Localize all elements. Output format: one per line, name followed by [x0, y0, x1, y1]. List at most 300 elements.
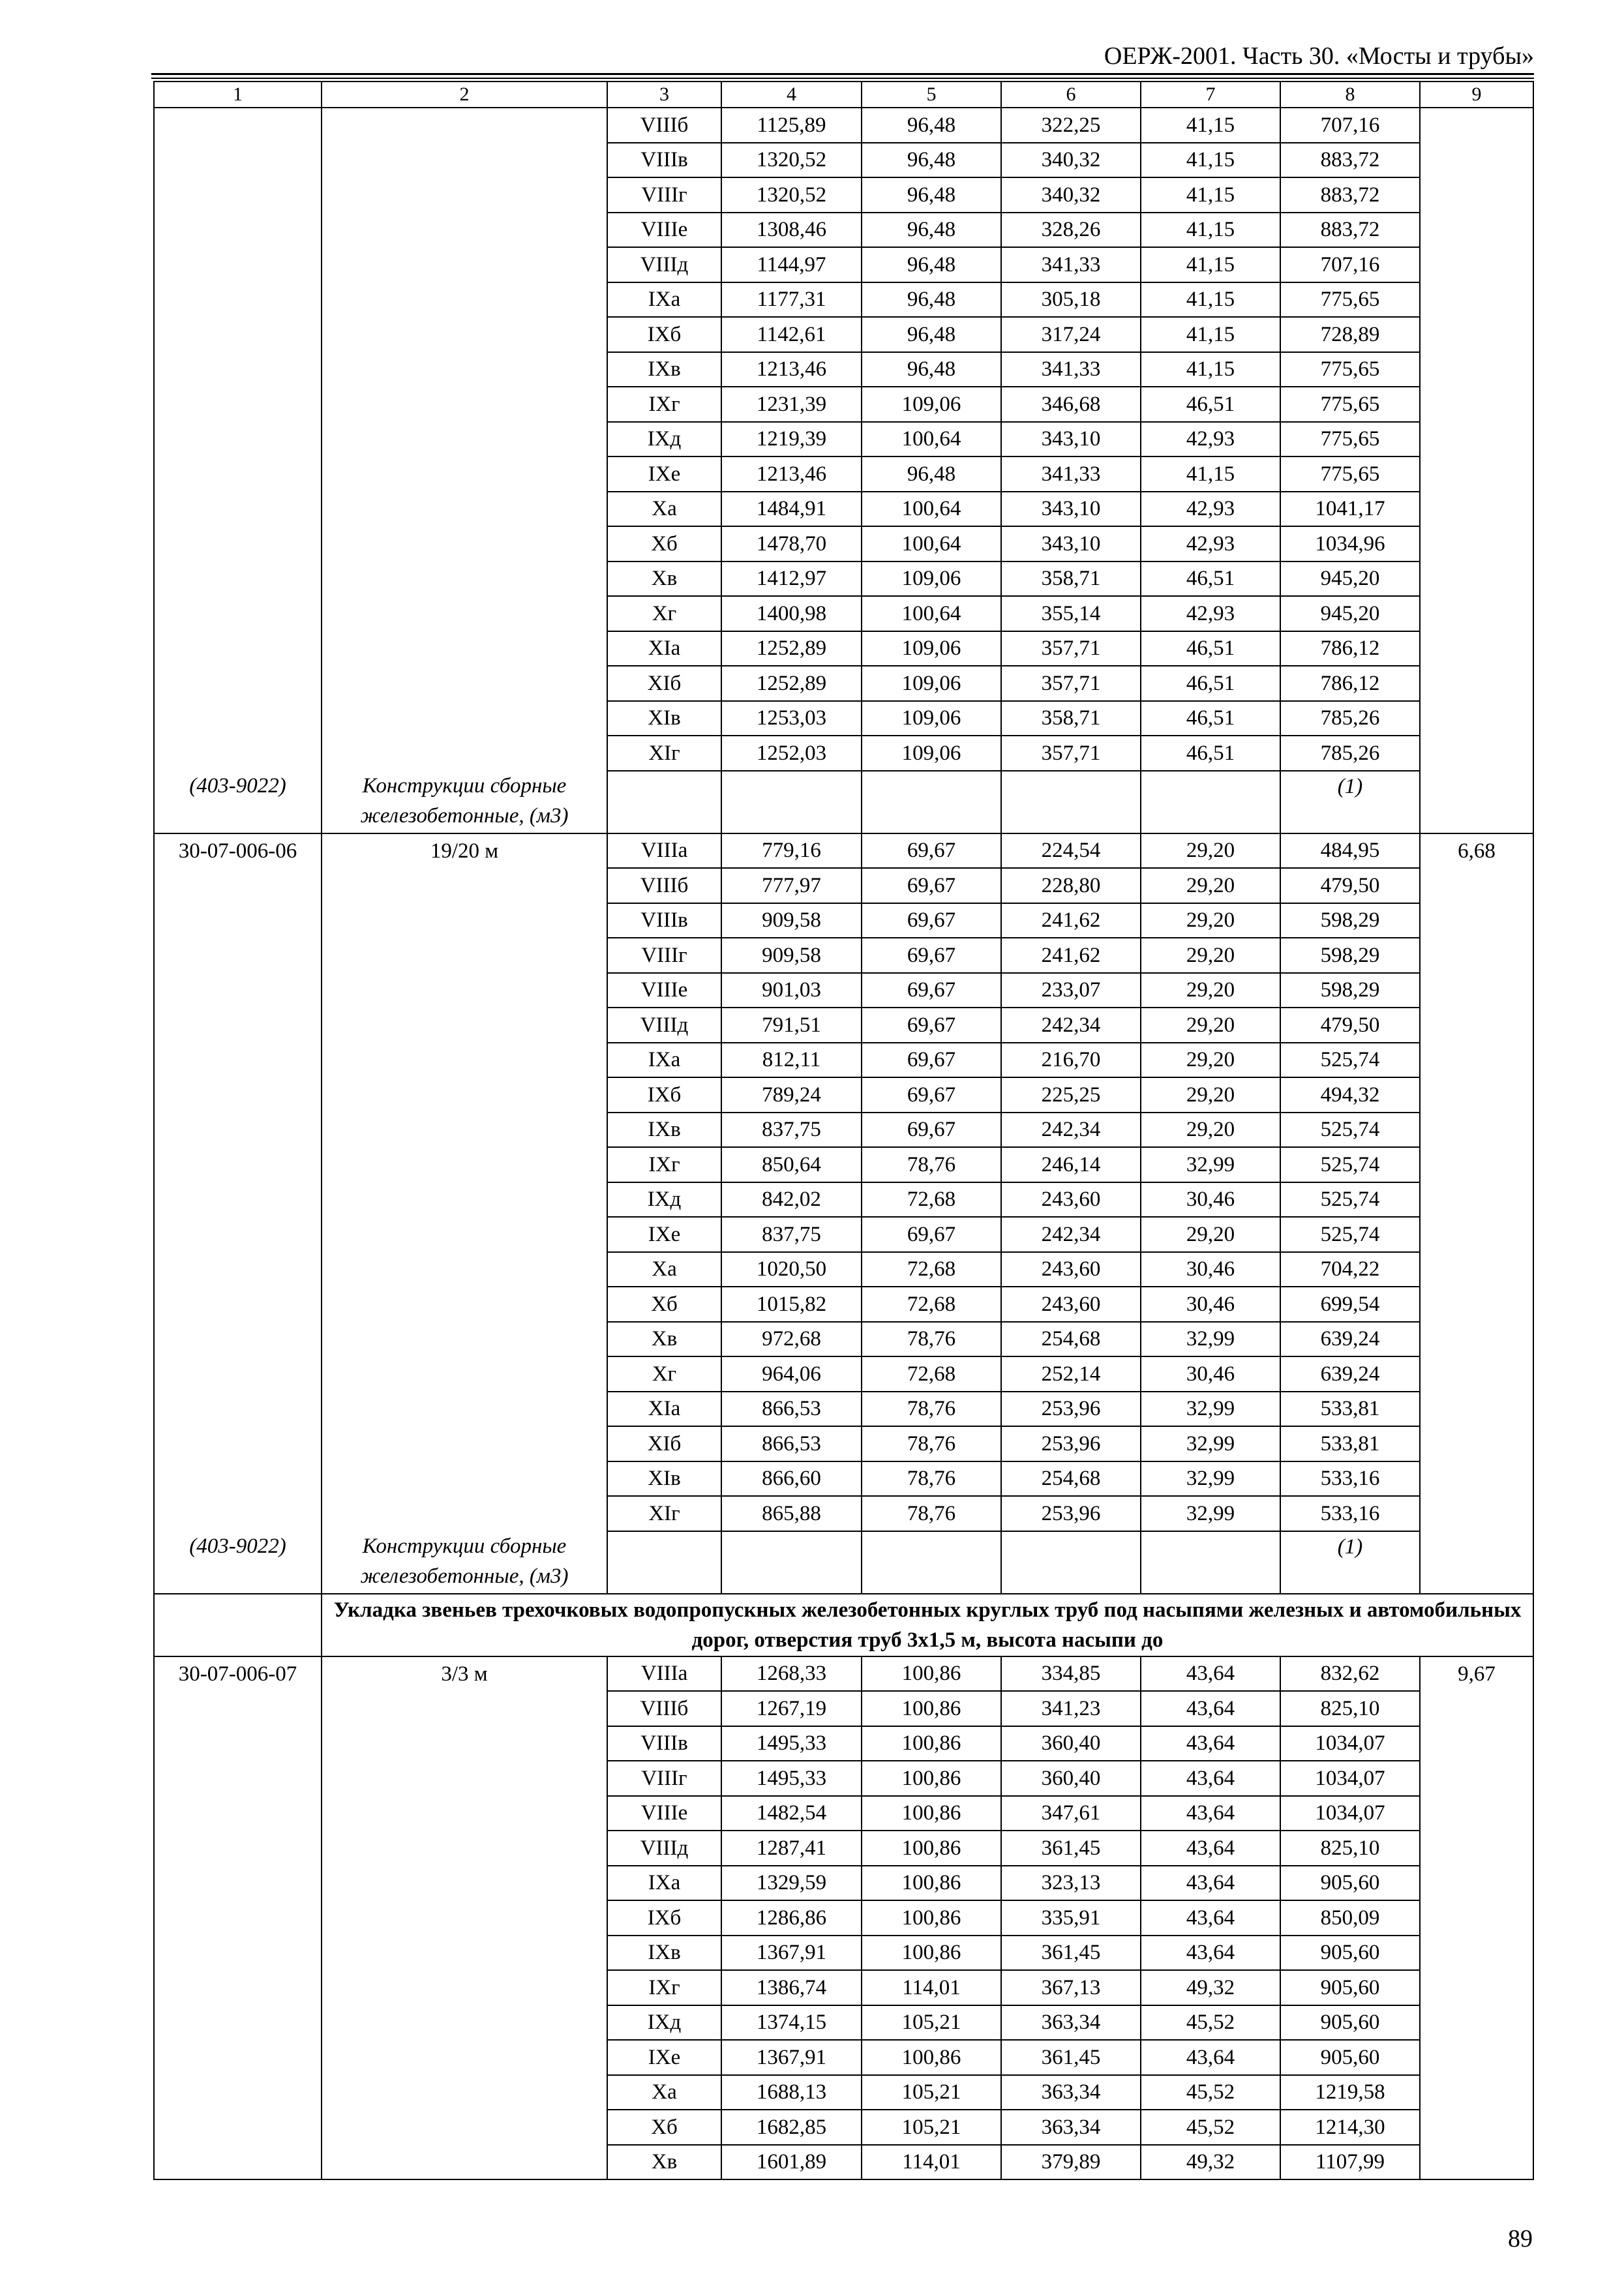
col7-machinist-wages: 29,20: [1141, 1043, 1280, 1078]
norm-cell-empty: [1420, 1392, 1533, 1427]
table-row: [154, 2040, 1533, 2075]
norm-cell-empty: [1420, 1252, 1533, 1287]
col4-total-cost: 1125,89: [721, 108, 862, 143]
col8-materials: 598,29: [1280, 938, 1420, 973]
col5-wages: 100,64: [862, 492, 1001, 527]
col4-total-cost: 812,11: [721, 1043, 862, 1078]
norm-cell-empty: [1420, 1077, 1533, 1113]
col8-materials: 479,50: [1280, 1008, 1420, 1043]
code-cell-empty: [154, 282, 322, 318]
col5-wages: 78,76: [862, 1496, 1001, 1531]
col4-total-cost: 964,06: [721, 1356, 862, 1392]
col8-materials: 945,20: [1280, 596, 1420, 631]
table-row: [154, 973, 1533, 1008]
col7-machinist-wages: 30,46: [1141, 1252, 1280, 1287]
norm-cell-empty: [1420, 973, 1533, 1008]
col5-wages: 96,48: [862, 352, 1001, 387]
table-row: [154, 526, 1533, 561]
col6-machine-operation: 347,61: [1001, 1796, 1141, 1831]
col7-machinist-wages: 46,51: [1141, 631, 1280, 666]
footer-empty-cell: [1001, 1531, 1141, 1594]
desc-cell-empty: [322, 1322, 607, 1357]
code-cell-empty: [154, 177, 322, 213]
col8-materials: 639,24: [1280, 1356, 1420, 1392]
code-cell-empty: [154, 1691, 322, 1726]
col7-machinist-wages: 42,93: [1141, 492, 1280, 527]
col3-variant: XIа: [607, 1392, 721, 1427]
col5-wages: 69,67: [862, 1077, 1001, 1113]
code-cell-empty: [154, 631, 322, 666]
desc-cell-empty: [322, 352, 607, 387]
table-row: [154, 666, 1533, 701]
code-cell-empty: [154, 1287, 322, 1322]
code-cell-empty: [154, 1936, 322, 1971]
code-cell-empty: [154, 387, 322, 422]
column-number-2: 2: [322, 82, 607, 108]
col3-variant: IXг: [607, 1147, 721, 1182]
col5-wages: 100,86: [862, 1726, 1001, 1761]
column-number-4: 4: [721, 82, 862, 108]
section-empty-cell: [154, 1594, 322, 1656]
table-row: [154, 1656, 1533, 1692]
col3-variant: Xа: [607, 2075, 721, 2110]
desc-cell-empty: [322, 2110, 607, 2145]
table-row: [154, 282, 1533, 318]
col7-machinist-wages: 29,20: [1141, 833, 1280, 869]
col7-machinist-wages: 41,15: [1141, 213, 1280, 248]
table-row: [154, 2145, 1533, 2180]
col3-variant: IXа: [607, 1043, 721, 1078]
col5-wages: 100,86: [862, 1691, 1001, 1726]
col4-total-cost: 1286,86: [721, 1900, 862, 1936]
col5-wages: 100,86: [862, 1796, 1001, 1831]
col8-materials: 494,32: [1280, 1077, 1420, 1113]
col7-machinist-wages: 49,32: [1141, 1970, 1280, 2005]
col7-machinist-wages: 46,51: [1141, 666, 1280, 701]
col4-total-cost: 842,02: [721, 1182, 862, 1218]
column-number-3: 3: [607, 82, 721, 108]
norm-cell-empty: [1420, 1936, 1533, 1971]
col7-machinist-wages: 41,15: [1141, 177, 1280, 213]
materials-footer-row: [154, 771, 1533, 833]
col7-machinist-wages: 29,20: [1141, 1113, 1280, 1148]
table-row: [154, 1691, 1533, 1726]
col4-total-cost: 1213,46: [721, 352, 862, 387]
code-cell-empty: [154, 2040, 322, 2075]
col8-materials: 775,65: [1280, 387, 1420, 422]
norm-cell-empty: [1420, 701, 1533, 736]
col8-materials: 786,12: [1280, 666, 1420, 701]
col3-variant: VIIIг: [607, 1761, 721, 1796]
norm-cell-empty: [1420, 1043, 1533, 1078]
desc-cell-empty: [322, 1043, 607, 1078]
table-row: [154, 177, 1533, 213]
rate-code: 30-07-006-06: [154, 833, 322, 869]
code-cell-empty: [154, 666, 322, 701]
col8-materials: 1041,17: [1280, 492, 1420, 527]
col6-machine-operation: 341,33: [1001, 352, 1141, 387]
col4-total-cost: 1177,31: [721, 282, 862, 318]
col7-machinist-wages: 49,32: [1141, 2145, 1280, 2180]
col5-wages: 96,48: [862, 108, 1001, 143]
norm-cell-empty: [1420, 1796, 1533, 1831]
col4-total-cost: 1478,70: [721, 526, 862, 561]
col7-machinist-wages: 30,46: [1141, 1356, 1280, 1392]
col3-variant: IXе: [607, 1217, 721, 1252]
col7-machinist-wages: 32,99: [1141, 1392, 1280, 1427]
desc-cell-empty: [322, 596, 607, 631]
code-cell-empty: [154, 1008, 322, 1043]
col4-total-cost: 1144,97: [721, 247, 862, 282]
code-cell-empty: [154, 1113, 322, 1148]
desc-cell-empty: [322, 1936, 607, 1971]
norm-cell-empty: [1420, 352, 1533, 387]
col7-machinist-wages: 42,93: [1141, 422, 1280, 457]
table-row: [154, 1866, 1533, 1901]
col7-machinist-wages: 43,64: [1141, 1761, 1280, 1796]
table-row: [154, 1182, 1533, 1218]
col3-variant: IXб: [607, 1900, 721, 1936]
col6-machine-operation: 242,34: [1001, 1008, 1141, 1043]
norm-cell-empty: [1420, 736, 1533, 771]
norm-cell-empty: [1420, 1496, 1533, 1531]
table-row: [154, 1217, 1533, 1252]
norm-cell-empty: [1420, 631, 1533, 666]
col6-machine-operation: 358,71: [1001, 701, 1141, 736]
col6-machine-operation: 305,18: [1001, 282, 1141, 318]
code-cell-empty: [154, 1043, 322, 1078]
col4-total-cost: 972,68: [721, 1322, 862, 1357]
col6-machine-operation: 242,34: [1001, 1217, 1141, 1252]
code-cell-empty: [154, 938, 322, 973]
desc-cell-empty: [322, 213, 607, 248]
norm-cell-empty: [1420, 1831, 1533, 1866]
col4-total-cost: 1253,03: [721, 701, 862, 736]
col6-machine-operation: 228,80: [1001, 868, 1141, 903]
col6-machine-operation: 233,07: [1001, 973, 1141, 1008]
col4-total-cost: 1268,33: [721, 1656, 862, 1692]
col7-machinist-wages: 32,99: [1141, 1496, 1280, 1531]
col5-wages: 100,86: [862, 2040, 1001, 2075]
desc-cell-empty: [322, 1461, 607, 1497]
col4-total-cost: 901,03: [721, 973, 862, 1008]
col7-machinist-wages: 29,20: [1141, 1217, 1280, 1252]
col6-machine-operation: 323,13: [1001, 1866, 1141, 1901]
column-number-8: 8: [1280, 82, 1420, 108]
norm-cell-empty: [1420, 868, 1533, 903]
col3-variant: XIв: [607, 701, 721, 736]
code-cell-empty: [154, 317, 322, 352]
col6-machine-operation: 246,14: [1001, 1147, 1141, 1182]
desc-cell-empty: [322, 1866, 607, 1901]
code-cell-empty: [154, 1761, 322, 1796]
code-cell-empty: [154, 1866, 322, 1901]
col8-materials: 850,09: [1280, 1900, 1420, 1936]
norm-cell-empty: [1420, 1217, 1533, 1252]
desc-cell-empty: [322, 1392, 607, 1427]
col7-machinist-wages: 43,64: [1141, 1831, 1280, 1866]
col5-wages: 100,86: [862, 1866, 1001, 1901]
norm-cell-empty: [1420, 1461, 1533, 1497]
col4-total-cost: 1267,19: [721, 1691, 862, 1726]
table-row: [154, 422, 1533, 457]
table-row: [154, 631, 1533, 666]
col3-variant: IXб: [607, 317, 721, 352]
table-row: [154, 492, 1533, 527]
col8-materials: 484,95: [1280, 833, 1420, 869]
norm-cell-empty: [1420, 903, 1533, 938]
code-cell-empty: [154, 1356, 322, 1392]
table-row: [154, 1426, 1533, 1461]
table-row: [154, 833, 1533, 869]
col8-materials: 905,60: [1280, 2040, 1420, 2075]
table-row: [154, 2005, 1533, 2041]
footer-resource-desc: Конструкции сборные железобетонные, (м3): [322, 1531, 607, 1594]
column-number-1: 1: [154, 82, 322, 108]
col4-total-cost: 837,75: [721, 1217, 862, 1252]
col6-machine-operation: 254,68: [1001, 1322, 1141, 1357]
norm-cell-empty: [1420, 561, 1533, 597]
col5-wages: 100,64: [862, 596, 1001, 631]
col3-variant: VIIIд: [607, 1008, 721, 1043]
col3-variant: IXа: [607, 282, 721, 318]
norm-cell-empty: [1420, 1866, 1533, 1901]
desc-cell-empty: [322, 492, 607, 527]
norm-cell-empty: [1420, 387, 1533, 422]
norm-cell-empty: [1420, 1761, 1533, 1796]
col8-materials: 707,16: [1280, 108, 1420, 143]
col6-machine-operation: 254,68: [1001, 1461, 1141, 1497]
footer-empty-cell: [721, 1531, 862, 1594]
col6-machine-operation: 360,40: [1001, 1726, 1141, 1761]
col8-materials: 785,26: [1280, 736, 1420, 771]
code-cell-empty: [154, 736, 322, 771]
code-cell-empty: [154, 1077, 322, 1113]
norm-cell-empty: [1420, 1691, 1533, 1726]
norm-cell-empty: [1420, 666, 1533, 701]
code-cell-empty: [154, 1392, 322, 1427]
table-row: [154, 143, 1533, 178]
col7-machinist-wages: 41,15: [1141, 282, 1280, 318]
norm-cell-empty: [1420, 143, 1533, 178]
col4-total-cost: 837,75: [721, 1113, 862, 1148]
desc-cell-empty: [322, 1970, 607, 2005]
code-cell-empty: [154, 1322, 322, 1357]
table-row: [154, 903, 1533, 938]
col5-wages: 100,64: [862, 526, 1001, 561]
norm-cell-empty: [1420, 1426, 1533, 1461]
table-row: [154, 736, 1533, 771]
col4-total-cost: 1142,61: [721, 317, 862, 352]
col7-machinist-wages: 32,99: [1141, 1147, 1280, 1182]
col3-variant: XIг: [607, 736, 721, 771]
col3-variant: VIIIв: [607, 143, 721, 178]
materials-footer-row: [154, 1531, 1533, 1594]
col7-machinist-wages: 43,64: [1141, 2040, 1280, 2075]
col8-materials: 786,12: [1280, 631, 1420, 666]
code-cell-empty: [154, 213, 322, 248]
col7-machinist-wages: 32,99: [1141, 1461, 1280, 1497]
col4-total-cost: 1020,50: [721, 1252, 862, 1287]
desc-cell-empty: [322, 1356, 607, 1392]
rate-description: 19/20 м: [322, 833, 607, 869]
table-row: [154, 108, 1533, 143]
col8-materials: 832,62: [1280, 1656, 1420, 1692]
column-number-5: 5: [862, 82, 1001, 108]
norm-cell-empty: [1420, 1726, 1533, 1761]
col8-materials: 883,72: [1280, 213, 1420, 248]
col6-machine-operation: 334,85: [1001, 1656, 1141, 1692]
code-cell-empty: [154, 2005, 322, 2041]
col6-machine-operation: 242,34: [1001, 1113, 1141, 1148]
code-cell-empty: [154, 108, 322, 143]
col5-wages: 69,67: [862, 938, 1001, 973]
table-row: [154, 596, 1533, 631]
col8-materials: 905,60: [1280, 2005, 1420, 2041]
col3-variant: IXд: [607, 2005, 721, 2041]
col3-variant: IXв: [607, 1936, 721, 1971]
norm-cell-empty: [1420, 1900, 1533, 1936]
norm-cell-empty: [1420, 177, 1533, 213]
table-row: [154, 938, 1533, 973]
col3-variant: XIб: [607, 666, 721, 701]
desc-cell-empty: [322, 456, 607, 492]
col7-machinist-wages: 43,64: [1141, 1900, 1280, 1936]
footer-empty-cell: [1001, 771, 1141, 833]
col3-variant: XIа: [607, 631, 721, 666]
section-title-row: [154, 1594, 1533, 1656]
desc-cell-empty: [322, 1217, 607, 1252]
desc-cell-empty: [322, 1287, 607, 1322]
norm-cell-empty: [1420, 422, 1533, 457]
col4-total-cost: 1231,39: [721, 387, 862, 422]
column-number-6: 6: [1001, 82, 1141, 108]
col6-machine-operation: 252,14: [1001, 1356, 1141, 1392]
col6-machine-operation: 241,62: [1001, 903, 1141, 938]
footer-resource-desc: Конструкции сборные железобетонные, (м3): [322, 771, 607, 833]
col4-total-cost: 1682,85: [721, 2110, 862, 2145]
code-cell-empty: [154, 1496, 322, 1531]
norm-cell-empty: [1420, 492, 1533, 527]
norm-cell-empty: [1420, 282, 1533, 318]
table-row: [154, 1726, 1533, 1761]
code-cell-empty: [154, 1182, 322, 1218]
code-cell-empty: [154, 526, 322, 561]
column-number-row: [154, 82, 1533, 108]
code-cell-empty: [154, 1831, 322, 1866]
norm-cell-empty: [1420, 1287, 1533, 1322]
col8-materials: 1214,30: [1280, 2110, 1420, 2145]
norm-cell-empty: [1420, 1970, 1533, 2005]
code-cell-empty: [154, 422, 322, 457]
desc-cell-empty: [322, 2040, 607, 2075]
desc-cell-empty: [322, 1831, 607, 1866]
col4-total-cost: 1484,91: [721, 492, 862, 527]
norm-cell-empty: [1420, 1182, 1533, 1218]
table-row: [154, 1008, 1533, 1043]
table-row: [154, 868, 1533, 903]
code-cell-empty: [154, 1900, 322, 1936]
col7-machinist-wages: 43,64: [1141, 1866, 1280, 1901]
desc-cell-empty: [322, 1900, 607, 1936]
col5-wages: 109,06: [862, 736, 1001, 771]
col8-materials: 707,16: [1280, 247, 1420, 282]
col5-wages: 96,48: [862, 456, 1001, 492]
col7-machinist-wages: 29,20: [1141, 973, 1280, 1008]
col5-wages: 100,86: [862, 1936, 1001, 1971]
col7-machinist-wages: 46,51: [1141, 387, 1280, 422]
col6-machine-operation: 317,24: [1001, 317, 1141, 352]
table-row: [154, 1287, 1533, 1322]
col4-total-cost: 1252,89: [721, 666, 862, 701]
col5-wages: 69,67: [862, 868, 1001, 903]
col7-machinist-wages: 32,99: [1141, 1426, 1280, 1461]
col5-wages: 96,48: [862, 213, 1001, 248]
col4-total-cost: 1367,91: [721, 2040, 862, 2075]
footer-empty-cell: [721, 771, 862, 833]
col4-total-cost: 1213,46: [721, 456, 862, 492]
table-row: [154, 1831, 1533, 1866]
col8-materials: 1034,96: [1280, 526, 1420, 561]
col3-variant: IXб: [607, 1077, 721, 1113]
norm-cell-empty: [1420, 456, 1533, 492]
table-row: [154, 1043, 1533, 1078]
col3-variant: XIг: [607, 1496, 721, 1531]
norm-cell-empty: [1420, 247, 1533, 282]
rate-code: 30-07-006-07: [154, 1656, 322, 1692]
col6-machine-operation: 335,91: [1001, 1900, 1141, 1936]
col7-machinist-wages: 45,52: [1141, 2005, 1280, 2041]
col7-machinist-wages: 41,15: [1141, 108, 1280, 143]
header-rule-thin: [151, 78, 1534, 79]
col5-wages: 109,06: [862, 666, 1001, 701]
desc-cell-empty: [322, 1113, 607, 1148]
col8-materials: 775,65: [1280, 282, 1420, 318]
col7-machinist-wages: 29,20: [1141, 868, 1280, 903]
col8-materials: 1034,07: [1280, 1796, 1420, 1831]
footer-empty-cell: [607, 1531, 721, 1594]
section-title: Укладка звеньев трехочковых водопропускных железобетонных круглых труб под насыпями железных и автомобильных дорог, отверстия труб 3х1,5 м, высота насыпи до: [322, 1594, 1533, 1656]
col5-wages: 69,67: [862, 903, 1001, 938]
col6-machine-operation: 341,33: [1001, 456, 1141, 492]
col4-total-cost: 791,51: [721, 1008, 862, 1043]
footer-empty-cell: [862, 771, 1001, 833]
table-row: [154, 1252, 1533, 1287]
col6-machine-operation: 243,60: [1001, 1287, 1141, 1322]
col3-variant: Xв: [607, 561, 721, 597]
desc-cell-empty: [322, 2075, 607, 2110]
col3-variant: Xа: [607, 1252, 721, 1287]
col4-total-cost: 779,16: [721, 833, 862, 869]
table-row: [154, 2110, 1533, 2145]
col4-total-cost: 1219,39: [721, 422, 862, 457]
norm-cell-empty: [1420, 2110, 1533, 2145]
code-cell-empty: [154, 701, 322, 736]
col7-machinist-wages: 41,15: [1141, 352, 1280, 387]
table-row: [154, 1322, 1533, 1357]
desc-cell-empty: [322, 143, 607, 178]
table-row: [154, 1970, 1533, 2005]
col3-variant: VIIIд: [607, 247, 721, 282]
norm-cell-empty: [1420, 1356, 1533, 1392]
footer-resource-qty: (1): [1280, 1531, 1420, 1594]
desc-cell-empty: [322, 1426, 607, 1461]
col6-machine-operation: 253,96: [1001, 1496, 1141, 1531]
labor-norm: 9,67: [1420, 1656, 1533, 1692]
desc-cell-empty: [322, 1726, 607, 1761]
table-row: [154, 1761, 1533, 1796]
code-cell-empty: [154, 247, 322, 282]
